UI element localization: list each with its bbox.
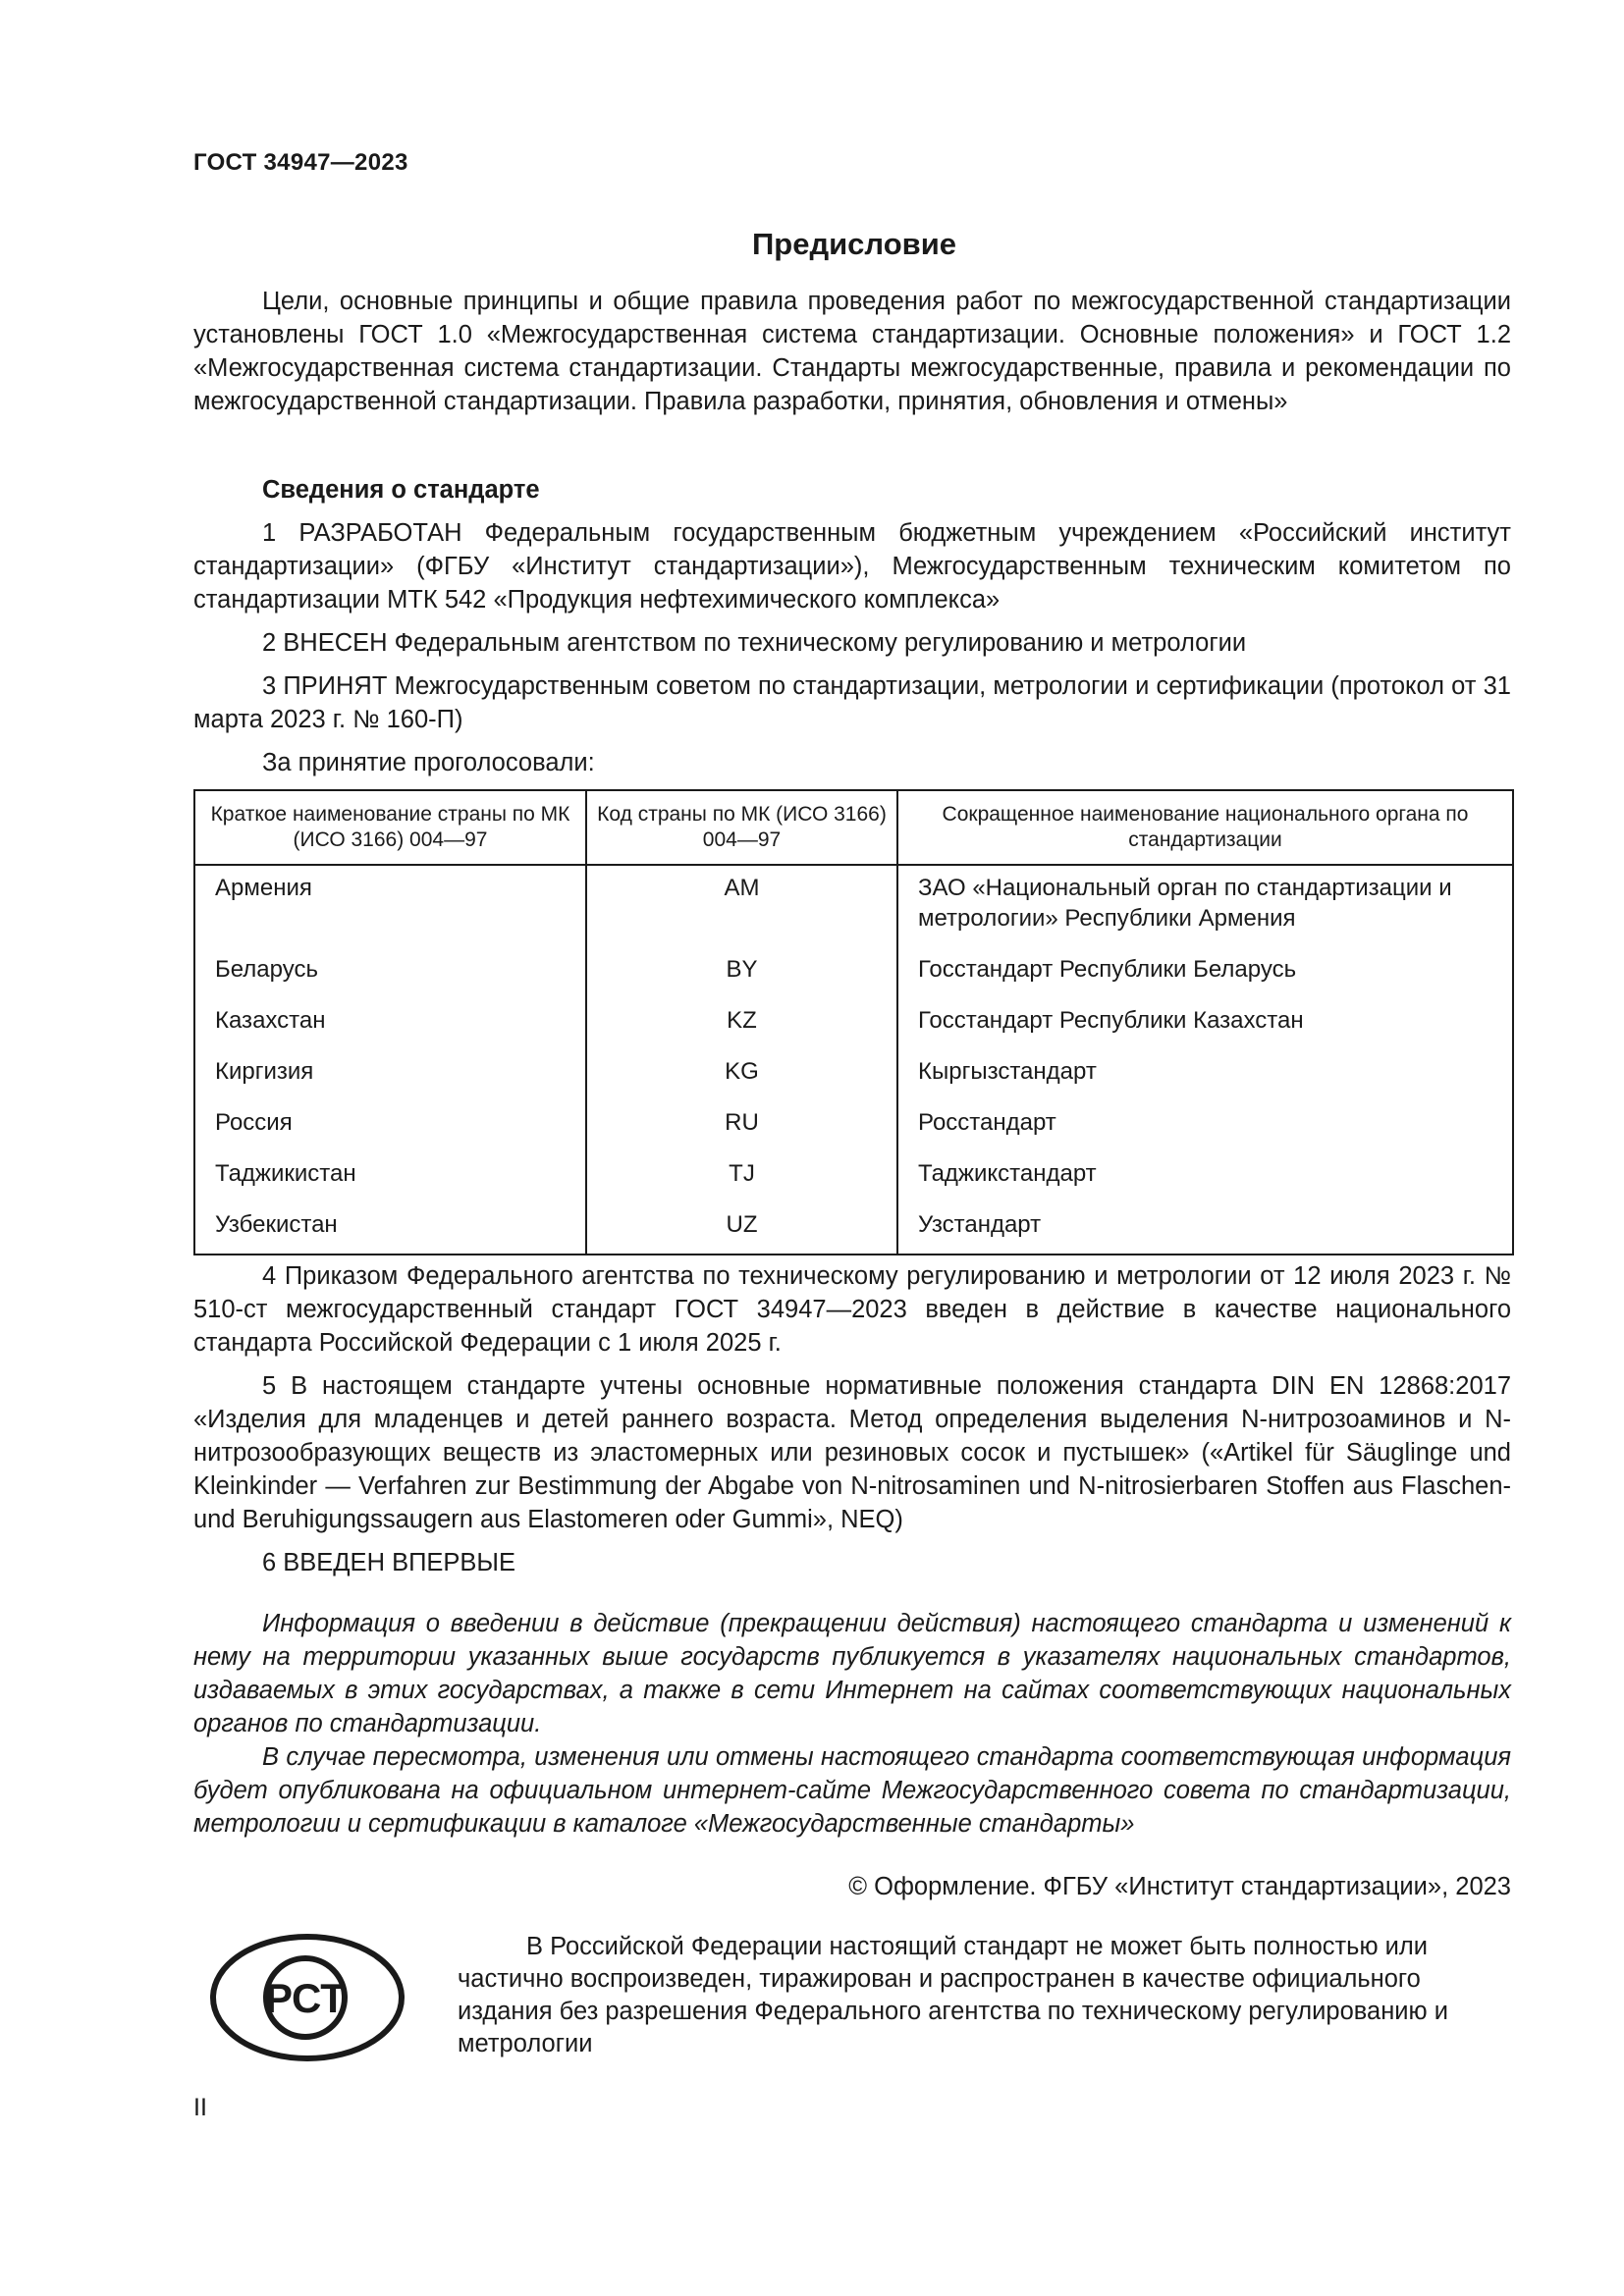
item-introduced: 2 ВНЕСЕН Федеральным агентством по техническому регулированию и метрологии <box>262 629 1247 657</box>
table-row <box>194 1151 1513 1202</box>
table-header-row <box>194 790 1513 865</box>
cell-body: Госстандарт Республики Казахстан <box>897 998 1513 1049</box>
copyright: © Оформление. ФГБУ «Институт стандартизации», 2023 <box>848 1873 1511 1900</box>
cell-country: Казахстан <box>194 998 586 1049</box>
table-row <box>194 998 1513 1049</box>
cell-code: AM <box>586 865 897 947</box>
cell-body: Кыргызстандарт <box>897 1049 1513 1100</box>
item-based-on: 5 В настоящем стандарте учтены основные нормативные положения стандарта DIN EN 12868:2017 «Изделия для младенцев и детей раннего возраста. Метод определения выделения N-нитрозоаминов и N-нитрозообразующих веществ из эластомерных или резиновых сосок и пустышек» («Artikel für Säuglinge und Kleinkinder — Verfahren zur Bestimmung der Abgabe von N-nitrosaminen und N-nitrosierbaren Stoffen aus Flaschen- und Beruhigungssaugern aus Elastomeren oder Gummi», NEQ) <box>193 1372 1511 1533</box>
cell-code: TJ <box>586 1151 897 1202</box>
items-after-block <box>193 1259 1511 1579</box>
table-row <box>194 1100 1513 1151</box>
document-code: ГОСТ 34947—2023 <box>193 149 408 176</box>
rights-notice <box>458 1931 1512 2060</box>
info-notes-block <box>193 1607 1511 1841</box>
header-body: Сокращенное наименование национального органа по стандартизации <box>897 790 1513 865</box>
item-adopted: 3 ПРИНЯТ Межгосударственным советом по стандартизации, метрологии и сертификации (протокол от 31 марта 2023 г. № 160-П) <box>193 672 1511 733</box>
item-voted: За принятие проголосовали: <box>262 749 595 776</box>
cell-country: Россия <box>194 1100 586 1151</box>
cell-body: Узстандарт <box>897 1202 1513 1255</box>
cell-code: RU <box>586 1100 897 1151</box>
cell-country: Беларусь <box>194 947 586 998</box>
item-developed: 1 РАЗРАБОТАН Федеральным государственным бюджетным учреждением «Российский институт стандартизации» (ФГБУ «Институт стандартизации»), Межгосударственным техническим комитетом по стандартизации МТК 542 «Продукция нефтехимического комплекса» <box>193 519 1511 614</box>
logo-text: РСТ <box>265 1975 346 2021</box>
header-code: Код страны по МК (ИСО 3166) 004—97 <box>586 790 897 865</box>
rst-logo-icon <box>209 1933 406 2062</box>
cell-code: UZ <box>586 1202 897 1255</box>
cell-body: Госстандарт Республики Беларусь <box>897 947 1513 998</box>
cell-body: ЗАО «Национальный орган по стандартизации и метрологии» Республики Армения <box>897 865 1513 947</box>
table-row <box>194 947 1513 998</box>
page-number: II <box>193 2094 207 2121</box>
header-country: Краткое наименование страны по МК (ИСО 3166) 004—97 <box>194 790 586 865</box>
cell-country: Армения <box>194 865 586 947</box>
rights-notice-text: В Российской Федерации настоящий стандарт не может быть полностью или частично воспроизведен, тиражирован и распространен в качестве официального издания без разрешения Федерального агентства по техническому регулированию и метрологии <box>458 1933 1448 2057</box>
cell-country: Узбекистан <box>194 1202 586 1255</box>
intro-paragraph: Цели, основные принципы и общие правила проведения работ по межгосударственной стандартизации установлены ГОСТ 1.0 «Межгосударственная система стандартизации. Основные положения» и ГОСТ 1.2 «Межгосударственная система стандартизации. Стандарты межгосударственные, правила и рекомендации по межгосударственной стандартизации. Правила разработки, принятия, обновления и отмены» <box>193 288 1511 415</box>
intro-block <box>193 285 1511 418</box>
votes-table <box>193 789 1514 1255</box>
cell-code: BY <box>586 947 897 998</box>
cell-country: Киргизия <box>194 1049 586 1100</box>
section-title: Сведения о стандарте <box>262 476 540 504</box>
cell-body: Росстандарт <box>897 1100 1513 1151</box>
cell-body: Таджикстандарт <box>897 1151 1513 1202</box>
info-note: В случае пересмотра, изменения или отмены настоящего стандарта соответствующая информация будет опубликована на официальном интернет-сайте Межгосударственного совета по стандартизации, метрологии и сертификации в каталоге «Межгосударственные стандарты» <box>193 1743 1511 1838</box>
table-row <box>194 1049 1513 1100</box>
page-title: Предисловие <box>751 227 956 261</box>
info-note: Информация о введении в действие (прекращении действия) настоящего стандарта и изменений к нему на территории указанных выше государств публикуется в указателях национальных стандартов, издаваемых в этих государствах, а также в сети Интернет на сайтах соответствующих национальных органов по стандартизации. <box>193 1610 1511 1737</box>
standard-info-block <box>193 473 1511 779</box>
cell-code: KZ <box>586 998 897 1049</box>
cell-country: Таджикистан <box>194 1151 586 1202</box>
cell-code: KG <box>586 1049 897 1100</box>
table-row <box>194 1202 1513 1255</box>
item-order: 4 Приказом Федерального агентства по техническому регулированию и метрологии от 12 июля 2023 г. № 510-ст межгосударственный стандарт ГОСТ 34947—2023 введен в действие в качестве национального стандарта Российской Федерации с 1 июля 2025 г. <box>193 1262 1511 1357</box>
item-first: 6 ВВЕДЕН ВПЕРВЫЕ <box>262 1549 516 1576</box>
table-row <box>194 865 1513 947</box>
